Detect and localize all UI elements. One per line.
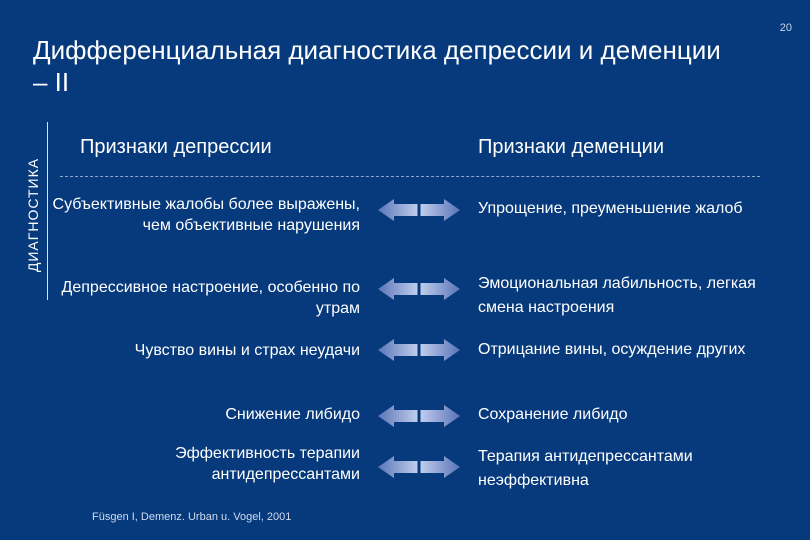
double-arrow-icon [378,339,460,361]
double-arrow-icon [378,278,460,300]
dementia-sign: Упрощение, преуменьшение жалоб [478,200,743,217]
depression-sign: Депрессивное настроение, особенно по утрам [61,279,360,317]
side-label: ДИАГНОСТИКА [25,157,41,273]
slide-title: Дифференциальная диагностика депрессии и деменции – II [33,35,721,97]
double-arrow-icon [378,456,460,478]
dementia-sign: Сохранение либидо [478,406,628,423]
depression-sign: Субъективные жалобы более выражены, чем объективные нарушения [52,196,360,234]
double-arrow-icon [378,405,460,427]
footnote-citation: Füsgen I, Demenz. Urban u. Vogel, 2001 [92,511,292,523]
double-arrow-icon [378,199,460,221]
depression-sign: Снижение либидо [225,406,360,423]
dementia-sign: Отрицание вины, осуждение других [478,341,746,358]
dementia-sign: Терапия антидепрессантами неэффективна [478,448,693,489]
depression-sign: Эффективность терапии антидепрессантами [175,445,360,483]
dementia-sign: Эмоциональная лабильность, легкая смена настроения [478,275,756,316]
dementia-column-header: Признаки деменции [478,136,664,158]
depression-column-header: Признаки депрессии [80,136,272,158]
header-divider [60,176,760,177]
depression-sign: Чувство вины и страх неудачи [134,342,360,359]
page-number: 20 [779,22,792,34]
